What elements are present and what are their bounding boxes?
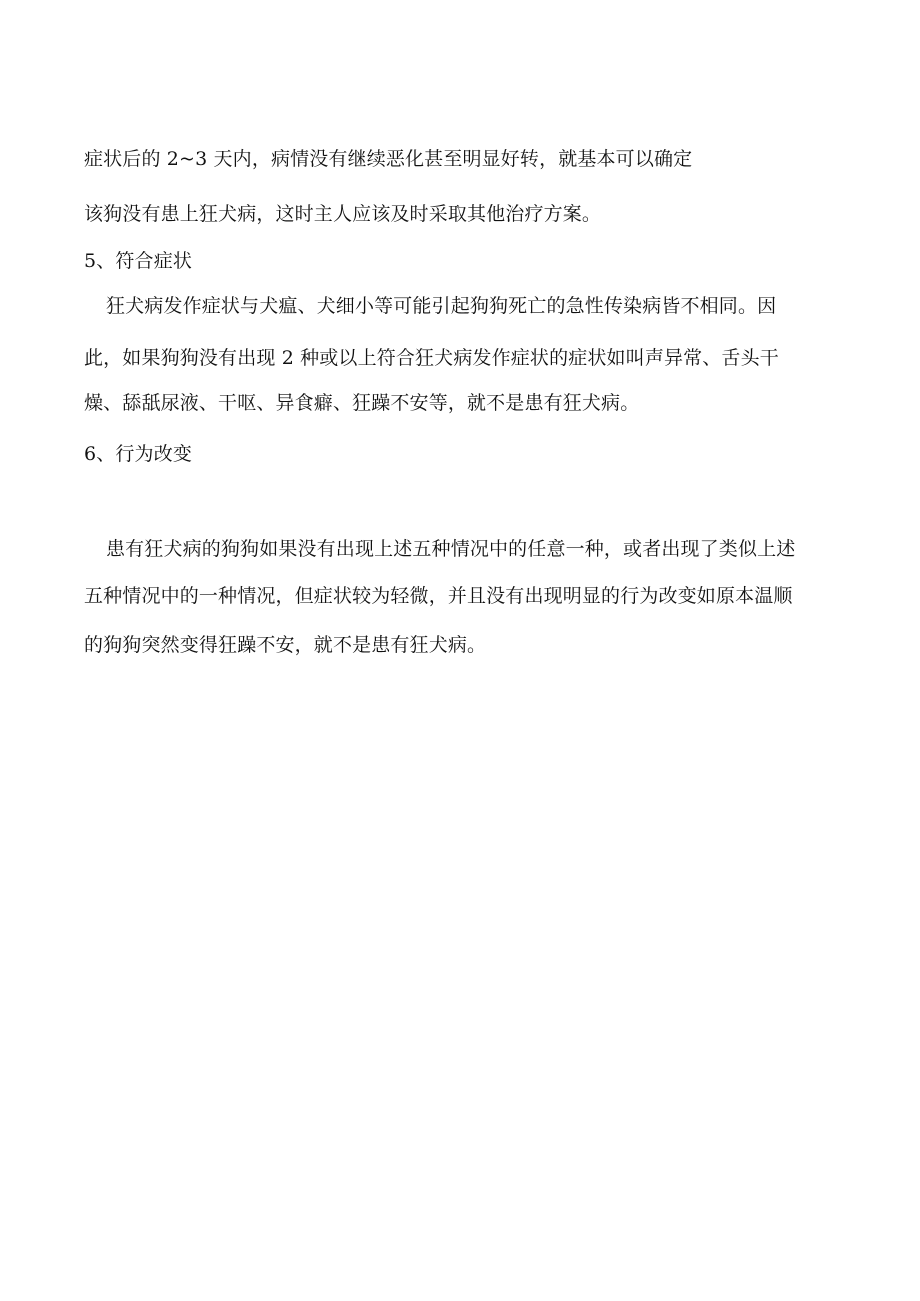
paragraph-line: 症状后的 2~3 天内，病情没有继续恶化甚至明显好转，就基本可以确定 — [84, 148, 693, 170]
paragraph-line: 此，如果狗狗没有出现 2 种或以上符合狂犬病发作症状的症状如叫声异常、舌头干 — [84, 347, 779, 369]
paragraph-line: 的狗狗突然变得狂躁不安，就不是患有狂犬病。 — [84, 634, 487, 656]
paragraph-line: 狂犬病发作症状与犬瘟、犬细小等可能引起狗狗死亡的急性传染病皆不相同。因 — [106, 295, 777, 317]
paragraph-line: 燥、舔舐尿液、干呕、异食癖、狂躁不安等，就不是患有狂犬病。 — [84, 392, 640, 414]
section-heading-5: 5、符合症状 — [84, 250, 192, 272]
section-heading-6: 6、行为改变 — [84, 443, 192, 465]
paragraph-line: 该狗没有患上狂犬病，这时主人应该及时采取其他治疗方案。 — [84, 203, 602, 225]
paragraph-line: 患有狂犬病的狗狗如果没有出现上述五种情况中的任意一种，或者出现了类似上述 — [106, 538, 796, 560]
paragraph-line: 五种情况中的一种情况，但症状较为轻微，并且没有出现明显的行为改变如原本温顺 — [84, 585, 793, 607]
